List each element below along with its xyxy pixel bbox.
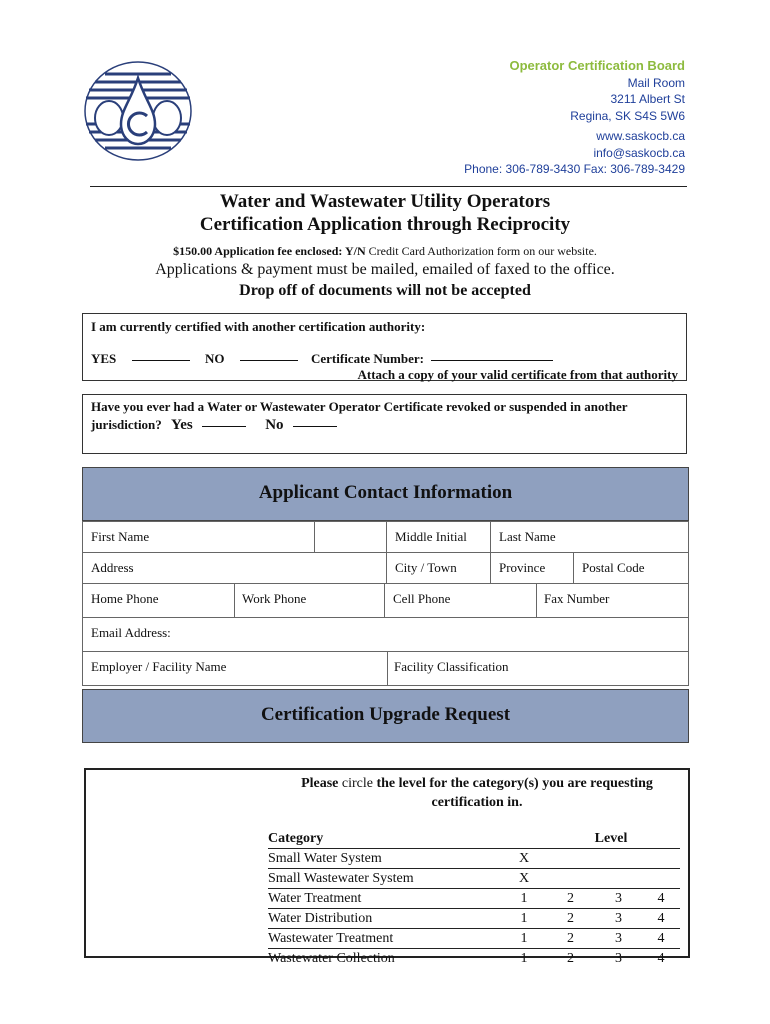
phone-fax: Phone: 306-789-3430 Fax: 306-789-3429 [464,162,685,176]
form-subtitle: Certification Application through Reciprocity [199,214,571,235]
contact-grid [82,521,689,686]
level-2-cell[interactable] [546,869,595,889]
table-row [268,869,680,889]
revoked-question-line2 [91,417,337,434]
level-2-cell[interactable]: 2 [567,950,574,966]
cell-phone-field[interactable]: Cell Phone [393,591,451,606]
category-cell: Wastewater Collection [268,950,395,966]
drop-off-notice: Drop off of documents will not be accepted [239,282,531,299]
fee-rest: Credit Card Authorization form on our website. [365,244,597,258]
revoked-no-blank[interactable] [293,425,337,427]
instr-bold1: Please [301,776,339,791]
revoked-no-label: No [265,417,284,433]
level-3-cell[interactable] [595,849,642,869]
certified-question: I am currently certified with another certification authority: [91,319,426,334]
revoked-yes-blank[interactable] [202,425,246,427]
address-field[interactable]: Address [83,553,387,584]
category-cell: Wastewater Treatment [268,930,394,946]
city-field[interactable]: City / Town [387,553,491,584]
level-4-cell[interactable]: 4 [657,890,665,906]
first-name-ext[interactable] [315,522,387,553]
postal-code-field[interactable]: Postal Code [574,553,689,584]
level-4-cell[interactable]: 4 [657,950,665,966]
work-phone-field[interactable]: Work Phone [242,591,307,606]
level-2-cell[interactable]: 2 [567,890,574,906]
certified-box [82,313,687,381]
instr-line1 [86,774,688,793]
yes-option [91,351,190,367]
level-3-cell[interactable]: 3 [615,890,622,906]
first-name-field[interactable]: First Name [83,522,315,553]
fax-number-field[interactable]: Fax Number [544,591,610,606]
instr-line2: certification in. [431,795,523,810]
table-row [268,909,680,929]
upgrade-instructions [86,774,688,812]
level-table [268,829,680,968]
level-3-cell[interactable]: 3 [615,910,622,926]
table-row [268,889,680,909]
cert-number-blank[interactable] [431,359,553,361]
fee-bold: $150.00 Application fee enclosed: Y/N [173,244,366,258]
divider [234,584,235,617]
employer-field[interactable]: Employer / Facility Name [91,659,227,674]
level-1-cell[interactable]: X [518,850,530,866]
level-header: Level [594,830,628,846]
middle-initial-field[interactable]: Middle Initial [387,522,491,553]
revoked-box [82,394,687,454]
level-1-cell[interactable]: 1 [520,910,528,926]
instr-normal: circle [338,776,377,791]
table-row [268,929,680,949]
no-option [205,351,298,367]
form-title: Water and Wastewater Utility Operators [219,191,551,212]
ocb-logo [83,60,193,162]
contact-section-header: Applicant Contact Information [82,467,689,521]
upgrade-section-header: Certification Upgrade Request [82,689,689,743]
level-2-cell[interactable]: 2 [567,910,574,926]
fee-notice [0,244,770,259]
mail-notice: Applications & payment must be mailed, emailed of faxed to the office. [155,261,615,278]
jurisdiction-label: jurisdiction? [91,417,162,432]
level-1-cell[interactable]: 1 [520,890,528,906]
level-4-cell[interactable]: 4 [657,910,665,926]
level-3-cell[interactable] [595,869,642,889]
level-2-cell[interactable] [546,849,595,869]
last-name-field[interactable]: Last Name [491,522,689,553]
level-1-cell[interactable]: 1 [520,930,528,946]
email-link[interactable]: info@saskocb.ca [593,145,685,160]
level-4-cell[interactable] [642,849,680,869]
category-header: Category [268,830,324,846]
no-label: NO [205,351,225,366]
revoked-question-line1: Have you ever had a Water or Wastewater Operator Certificate revoked or suspended in another [91,399,628,414]
revoked-yes-label: Yes [171,417,193,433]
address-line: Regina, SK S4S 5W6 [570,108,685,123]
org-contact-block [464,58,685,178]
level-4-cell[interactable]: 4 [657,930,665,946]
level-4-cell[interactable] [642,869,680,889]
category-cell: Water Distribution [268,910,373,926]
divider [387,652,388,685]
divider [536,584,537,617]
table-row [268,849,680,869]
home-phone-field[interactable]: Home Phone [91,591,159,606]
table-row [268,949,680,969]
yes-label: YES [91,351,117,366]
level-3-cell[interactable]: 3 [615,950,622,966]
no-blank[interactable] [240,359,298,361]
attach-note: Attach a copy of your valid certificate from that authority [357,367,678,382]
level-3-cell[interactable]: 3 [615,930,622,946]
address-line: Mail Room [627,75,685,90]
level-1-cell[interactable]: X [518,870,530,886]
org-name: Operator Certification Board [509,58,685,73]
level-2-cell[interactable]: 2 [567,930,574,946]
phone-row [83,584,689,618]
category-cell: Small Water System [268,850,382,866]
address-line: 3211 Albert St [610,92,685,106]
website-link[interactable]: www.saskocb.ca [596,129,685,143]
category-cell: Water Treatment [268,890,362,906]
cert-number-label: Certificate Number: [311,351,424,366]
employer-row [83,652,689,686]
header-divider [90,186,687,187]
instr-bold2: the level for the category(s) you are requesting [376,776,653,791]
divider [384,584,385,617]
category-cell: Small Wastewater System [268,870,414,886]
facility-classification-field[interactable]: Facility Classification [394,659,509,674]
cert-number-field [311,351,553,367]
province-field[interactable]: Province [491,553,574,584]
email-field[interactable]: Email Address: [83,618,689,652]
level-1-cell[interactable]: 1 [520,950,528,966]
yes-blank[interactable] [132,359,190,361]
